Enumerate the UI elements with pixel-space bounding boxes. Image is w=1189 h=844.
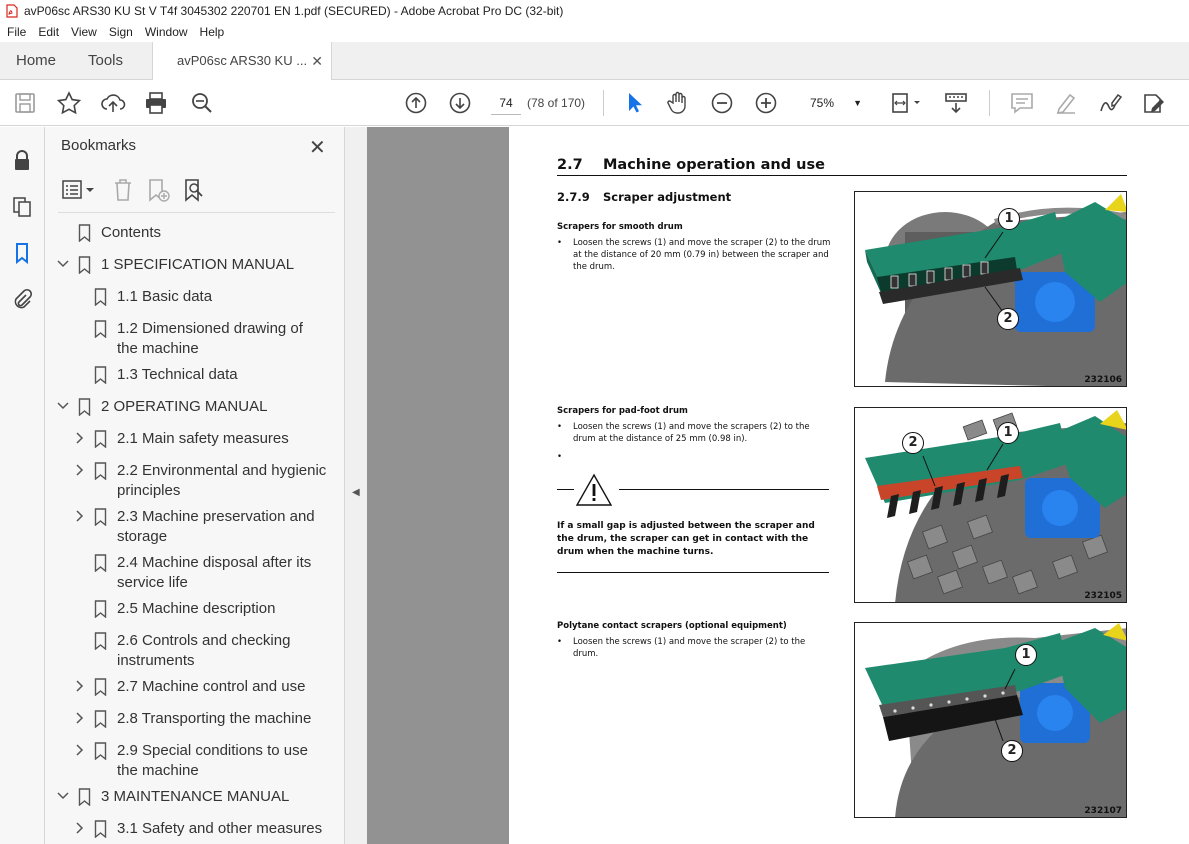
block1-bullet xyxy=(557,237,833,273)
warning-text: If a small gap is adjusted between the scraper and the drum, the scraper can get in contact with the drum when the machine turns. xyxy=(557,521,815,557)
chevron-down-icon[interactable] xyxy=(57,789,69,803)
figure-padfoot-drum-scraper xyxy=(854,407,1127,603)
callout-1: 1 xyxy=(1015,644,1037,666)
tab-document-label: avP06sc ARS30 KU ... xyxy=(177,53,308,68)
callout-2: 2 xyxy=(902,432,924,454)
highlight-icon[interactable] xyxy=(1053,91,1079,115)
bookmark-label: 1.2 Dimensioned drawing of xyxy=(117,320,303,337)
bookmark-flag-icon xyxy=(94,820,107,838)
toolbar-divider xyxy=(603,90,604,116)
bookmark-flag-icon xyxy=(94,554,107,572)
bookmark-label-line2: the machine xyxy=(117,762,199,779)
bookmark-flag-icon xyxy=(78,224,91,242)
panel-divider xyxy=(58,212,335,213)
block2-title: Scrapers for pad-foot drum xyxy=(557,406,688,416)
bookmark-flag-icon xyxy=(94,678,107,696)
bookmark-label: 2.4 Machine disposal after its xyxy=(117,554,312,571)
print-icon[interactable] xyxy=(143,91,169,115)
figure-polytane-scraper xyxy=(854,622,1127,818)
options-menu-icon[interactable] xyxy=(60,177,98,203)
chevron-right-icon[interactable] xyxy=(74,743,86,757)
lock-icon[interactable] xyxy=(11,149,33,171)
bookmark-label: 3.1 Safety and other measures xyxy=(117,820,323,837)
bookmark-flag-icon xyxy=(94,508,107,526)
chevron-right-icon[interactable] xyxy=(74,463,86,477)
chevron-right-icon[interactable] xyxy=(74,431,86,445)
chevron-down-icon[interactable] xyxy=(57,399,69,413)
zoom-out-icon[interactable] xyxy=(709,91,735,115)
bookmark-flag-icon xyxy=(78,256,91,274)
chevron-down-icon[interactable] xyxy=(57,257,69,271)
bookmark-label: 2.9 Special conditions to use xyxy=(117,742,308,759)
callout-1: 1 xyxy=(997,422,1019,444)
upload-icon[interactable] xyxy=(100,91,126,115)
chevron-right-icon[interactable] xyxy=(74,679,86,693)
page-down-icon[interactable] xyxy=(447,91,473,115)
bookmark-flag-icon xyxy=(94,600,107,618)
bookmark-label: 2.3 Machine preservation and xyxy=(117,508,315,525)
callout-2: 2 xyxy=(1001,740,1023,762)
warning-rule-right xyxy=(619,489,829,490)
main-toolbar xyxy=(0,80,1189,126)
bookmark-item[interactable] xyxy=(45,787,325,809)
bookmarks-title: Bookmarks xyxy=(61,137,137,154)
subsection-heading xyxy=(557,190,731,204)
toolbar-divider xyxy=(989,90,990,116)
block1-title: Scrapers for smooth drum xyxy=(557,222,683,232)
bookmark-label: 2.5 Machine description xyxy=(117,600,276,617)
block3-title: Polytane contact scrapers (optional equipment) xyxy=(557,621,787,631)
block3-bullet xyxy=(557,636,833,660)
bookmark-flag-icon xyxy=(94,742,107,760)
chevron-right-icon[interactable] xyxy=(74,711,86,725)
bookmark-label: 2.2 Environmental and hygienic xyxy=(117,462,327,479)
callout-2: 2 xyxy=(997,308,1019,330)
select-cursor-icon[interactable] xyxy=(621,91,647,115)
close-icon[interactable]: ✕ xyxy=(309,137,326,159)
block2-text: Loosen the screws (1) and move the scrapers (2) to the drum at the distance of 25 mm (0.98 in). xyxy=(573,422,810,444)
subsection-number: 2.7.9 xyxy=(557,190,590,204)
pdf-page xyxy=(509,127,1189,844)
bookmark-label: 1 SPECIFICATION MANUAL xyxy=(101,256,295,273)
bookmark-label: 2.7 Machine control and use xyxy=(117,678,306,695)
subsection-title: Scraper adjustment xyxy=(603,190,732,204)
bookmark-label: 3 MAINTENANCE MANUAL xyxy=(101,788,290,805)
figure-smooth-drum-scraper xyxy=(854,191,1127,387)
collapse-panel-icon[interactable]: ◀ xyxy=(352,487,360,498)
bookmarks-toolbar xyxy=(60,177,340,203)
sign-icon[interactable] xyxy=(1097,91,1123,115)
bookmark-label: 2.6 Controls and checking xyxy=(117,632,291,649)
bookmarks-panel-icon[interactable] xyxy=(11,242,33,264)
bookmark-item[interactable] xyxy=(45,741,325,785)
section-number: 2.7 xyxy=(557,157,583,173)
bookmark-flag-icon xyxy=(78,398,91,416)
smooth-drum-illustration xyxy=(855,192,1127,387)
zoom-in-icon[interactable] xyxy=(753,91,779,115)
bookmark-item[interactable] xyxy=(45,819,325,841)
bookmark-item[interactable] xyxy=(45,223,325,245)
page-count-label: (78 of 170) xyxy=(527,96,586,110)
bookmark-item[interactable] xyxy=(45,397,325,419)
zoom-value: 75% xyxy=(810,96,835,110)
page-up-icon[interactable] xyxy=(403,91,429,115)
bookmark-item[interactable] xyxy=(45,709,325,731)
chevron-right-icon[interactable] xyxy=(74,821,86,835)
bookmark-item[interactable] xyxy=(45,365,325,387)
bookmark-label: 2 OPERATING MANUAL xyxy=(101,398,268,415)
bookmark-label: 1.1 Basic data xyxy=(117,288,213,305)
tab-home[interactable]: Home xyxy=(16,52,57,69)
bookmark-flag-icon xyxy=(94,632,107,650)
menu-edit[interactable]: Edit xyxy=(38,25,60,39)
bullet-dot: • xyxy=(557,238,563,248)
panel-splitter[interactable] xyxy=(345,127,367,844)
title-bar xyxy=(0,0,1189,22)
bookmark-item[interactable] xyxy=(45,599,325,621)
bookmark-item[interactable] xyxy=(45,319,325,363)
section-title: Machine operation and use xyxy=(603,157,825,173)
page-thumbnails-icon[interactable] xyxy=(11,196,33,218)
document-viewport xyxy=(367,127,1189,844)
menu-sign[interactable]: Sign xyxy=(108,25,133,39)
navigation-rail xyxy=(0,127,45,844)
bookmark-item[interactable] xyxy=(45,553,325,597)
fill-sign-icon[interactable] xyxy=(1141,91,1167,115)
bookmark-label: 2.1 Main safety measures xyxy=(117,430,289,447)
hand-icon[interactable] xyxy=(665,91,691,115)
bookmark-item[interactable] xyxy=(45,461,325,505)
block3-text: Loosen the screws (1) and move the scraper (2) to the drum. xyxy=(573,637,806,659)
bookmark-star-icon[interactable] xyxy=(56,91,82,115)
attachment-icon[interactable] xyxy=(11,288,33,310)
bookmark-label-line2: service life xyxy=(117,574,188,591)
bookmarks-panel xyxy=(45,127,345,844)
find-bookmark-icon[interactable] xyxy=(182,177,206,203)
figure-id: 232106 xyxy=(1084,375,1122,385)
window-title: avP06sc ARS30 KU St V T4f 3045302 220701 EN 1.pdf (SECURED) - Adobe Acrobat Pro DC (32-bit) xyxy=(24,4,564,18)
bookmark-flag-icon xyxy=(78,788,91,806)
block2-bullet xyxy=(557,421,833,445)
tab-bar xyxy=(0,42,1189,80)
bullet-dot: • xyxy=(557,452,563,462)
block1-text: Loosen the screws (1) and move the scraper (2) to the drum at the distance of 20 mm (0.79 in) between the scraper and the drum. xyxy=(573,238,831,272)
menu-window[interactable]: Window xyxy=(144,25,188,39)
close-tab-icon[interactable]: ✕ xyxy=(311,53,323,69)
menu-file[interactable]: File xyxy=(7,25,27,39)
bookmark-label-line2: storage xyxy=(117,528,168,545)
heading-rule xyxy=(557,175,1127,176)
bullet-dot: • xyxy=(557,637,563,647)
page-number-input[interactable]: 74 xyxy=(491,91,521,115)
tab-tools[interactable]: Tools xyxy=(88,52,124,69)
zoom-select[interactable] xyxy=(798,91,866,115)
warning-rule-bottom xyxy=(557,572,829,573)
tab-document[interactable] xyxy=(152,42,332,81)
menu-bar xyxy=(0,22,1189,42)
find-zoom-icon[interactable] xyxy=(189,91,215,115)
bookmark-flag-icon xyxy=(94,710,107,728)
bookmark-label-line2: the machine xyxy=(117,340,199,357)
bookmark-flag-icon xyxy=(94,462,107,480)
bookmark-item[interactable] xyxy=(45,255,325,277)
bookmark-item[interactable] xyxy=(45,429,325,451)
bookmark-label-line2: principles xyxy=(117,482,181,499)
menu-help[interactable]: Help xyxy=(199,25,225,39)
delete-icon[interactable] xyxy=(112,177,134,203)
bookmark-flag-icon xyxy=(94,288,107,306)
bookmark-label: 2.8 Transporting the machine xyxy=(117,710,312,727)
polytane-scraper-illustration xyxy=(855,623,1127,818)
bookmark-label: 1.3 Technical data xyxy=(117,366,238,383)
warning-rule-left xyxy=(557,489,574,490)
new-bookmark-icon[interactable] xyxy=(146,177,170,203)
bookmark-flag-icon xyxy=(94,430,107,448)
acrobat-icon xyxy=(5,4,18,18)
bookmark-item[interactable] xyxy=(45,287,325,309)
bookmark-item[interactable] xyxy=(45,631,325,675)
bookmark-label-line2: instruments xyxy=(117,652,195,669)
bookmark-label: Contents xyxy=(101,224,162,241)
bookmark-item[interactable] xyxy=(45,507,325,551)
menu-view[interactable]: View xyxy=(71,25,97,39)
section-heading xyxy=(557,157,825,173)
callout-1: 1 xyxy=(998,208,1020,230)
bookmark-flag-icon xyxy=(94,320,107,338)
scroll-mode-icon[interactable] xyxy=(943,91,969,115)
figure-id: 232105 xyxy=(1084,591,1122,601)
comment-icon[interactable] xyxy=(1009,91,1035,115)
chevron-down-icon: ▼ xyxy=(853,98,862,108)
bullet-dot: • xyxy=(557,422,563,432)
save-icon[interactable] xyxy=(12,91,38,115)
bookmark-item[interactable] xyxy=(45,677,325,699)
chevron-right-icon[interactable] xyxy=(74,509,86,523)
warning-triangle-icon xyxy=(575,473,613,507)
page-fit-icon[interactable] xyxy=(889,91,923,115)
padfoot-drum-illustration xyxy=(855,408,1127,603)
bookmark-flag-icon xyxy=(94,366,107,384)
figure-id: 232107 xyxy=(1084,806,1122,816)
